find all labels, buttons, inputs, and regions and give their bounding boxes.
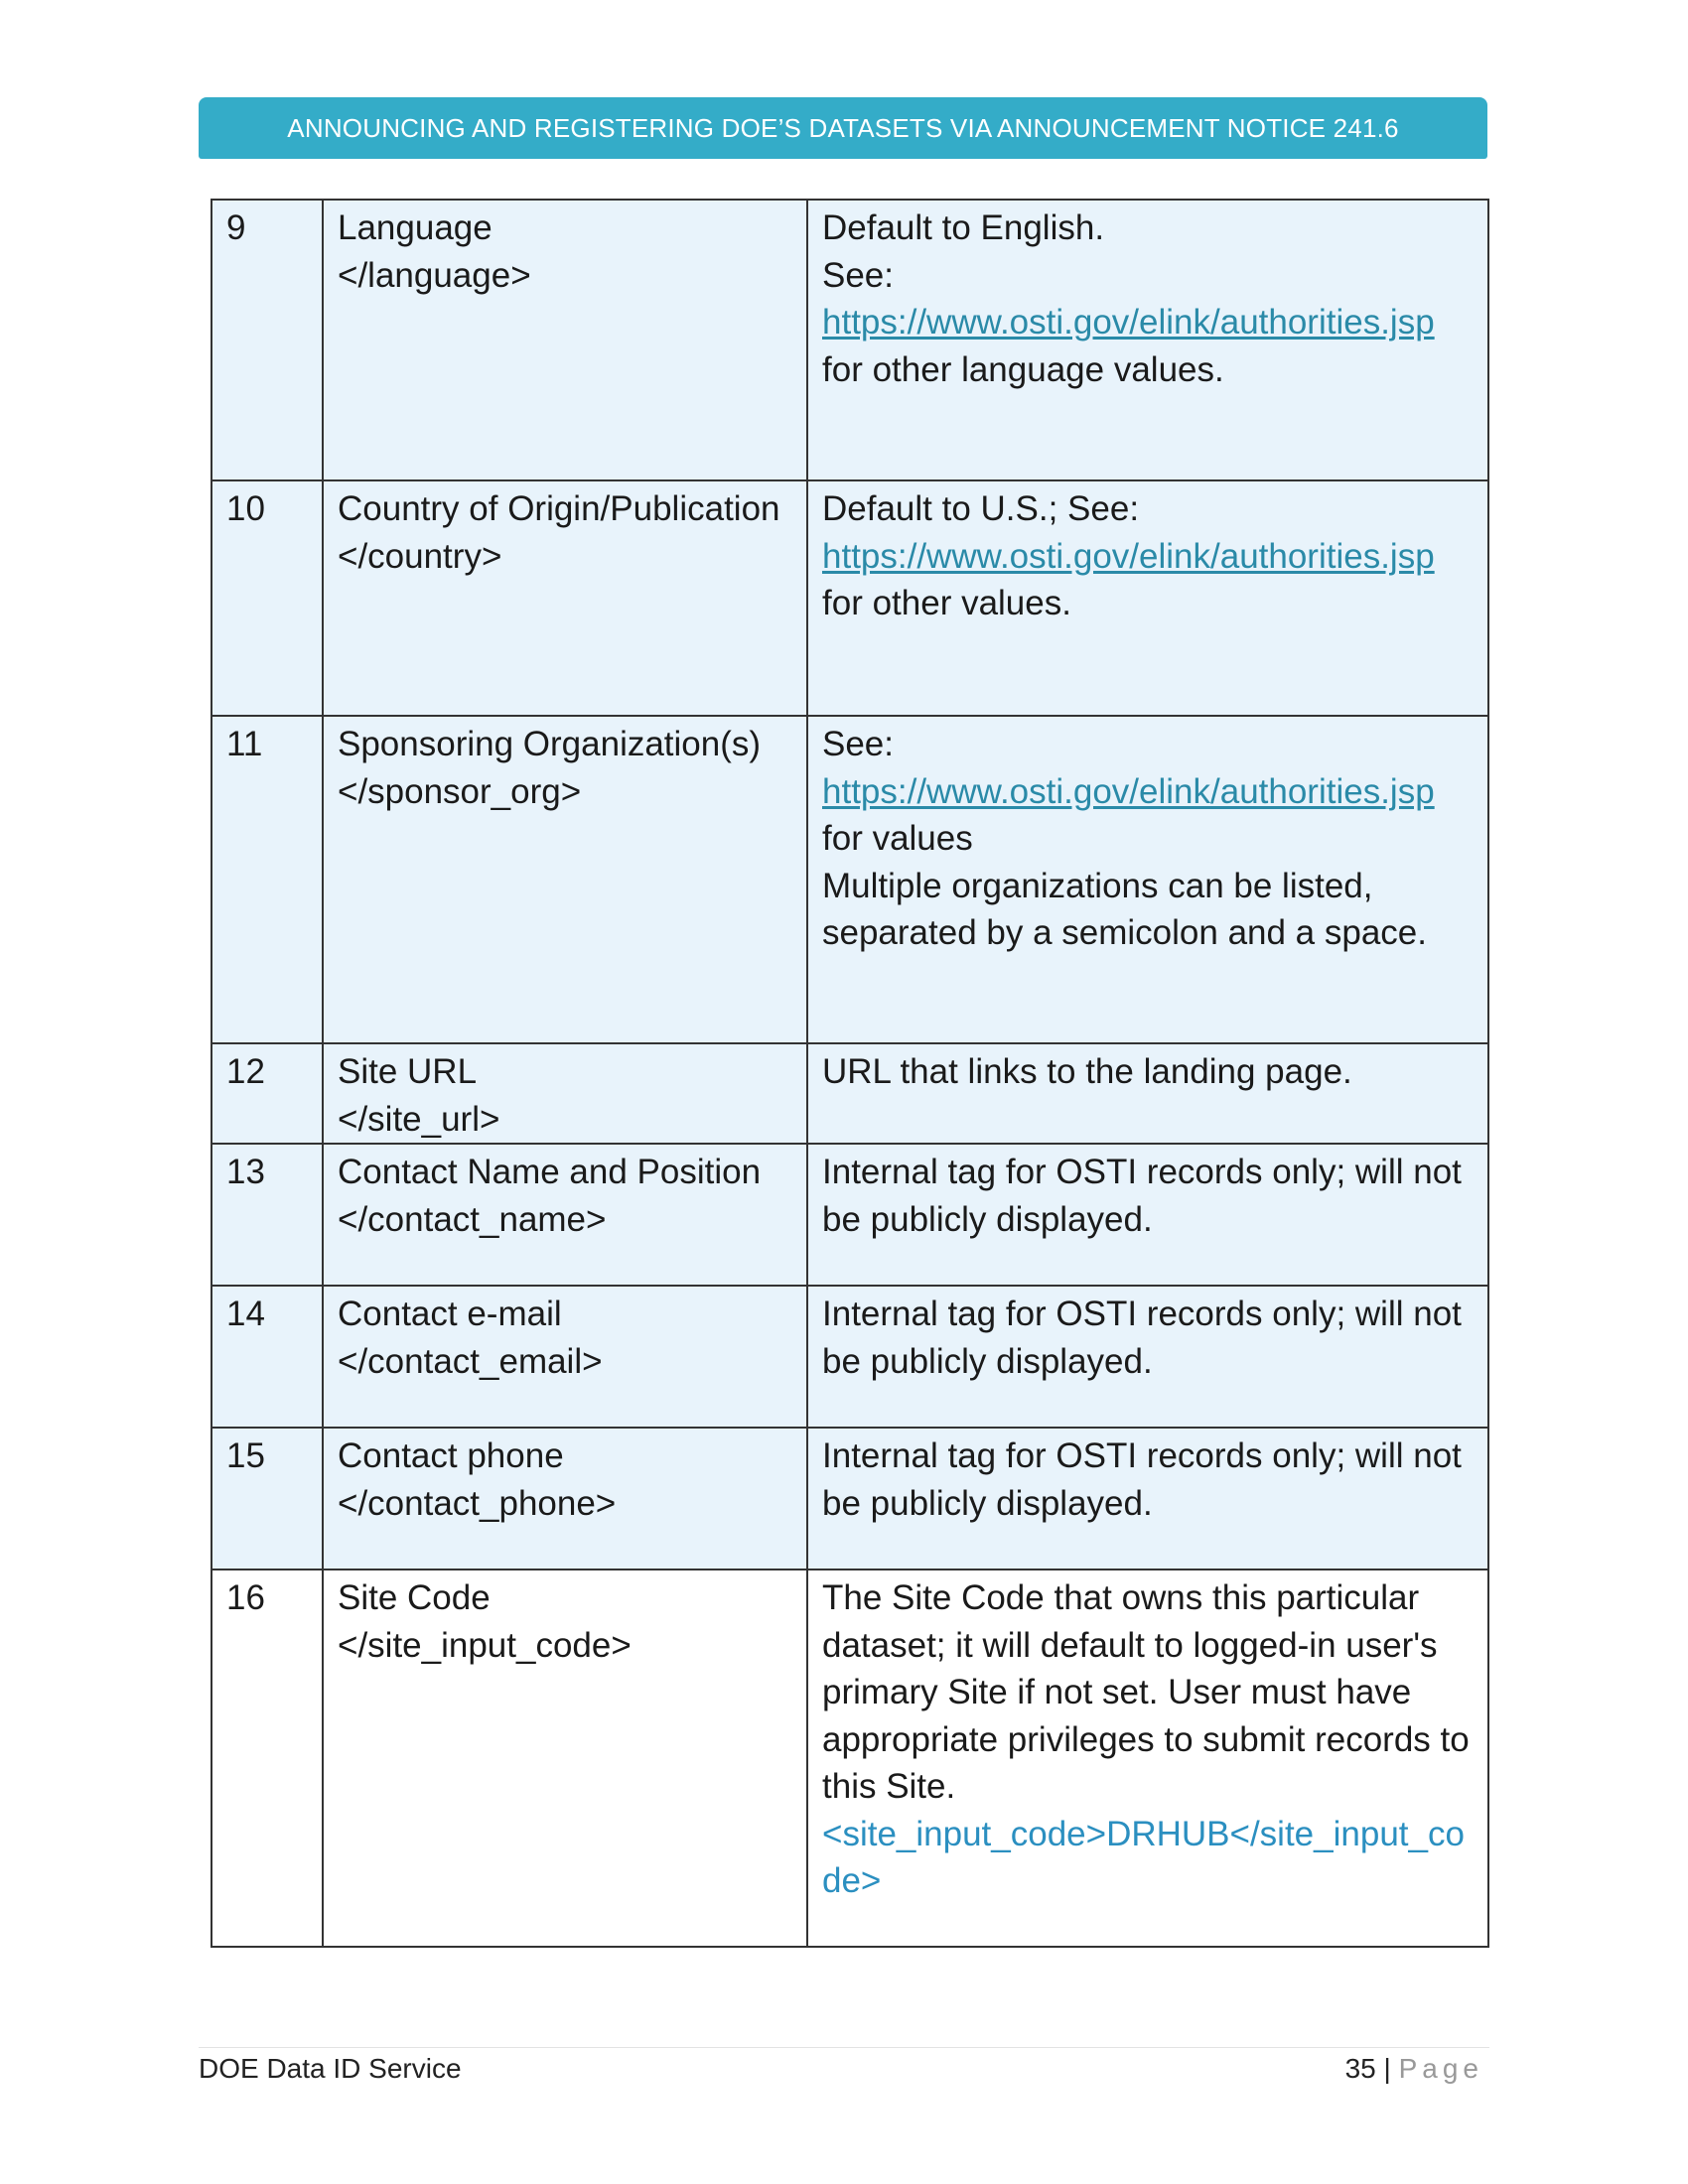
description-text: See: [822, 725, 894, 763]
field-tag: </sponsor_org> [338, 771, 582, 811]
field-description-cell [807, 200, 1488, 480]
table-row [211, 1428, 1488, 1570]
table-row [211, 1144, 1488, 1286]
row-number: 13 [211, 1144, 323, 1286]
row-number: 14 [211, 1286, 323, 1428]
table-row [211, 480, 1488, 716]
footer-divider [199, 2047, 1489, 2048]
field-name: Country of Origin/Publication [338, 489, 780, 528]
description-text: Internal tag for OSTI records only; will not be publicly displayed. [822, 1153, 1462, 1239]
description-text: for other language values. [822, 349, 1224, 389]
field-description-cell [807, 1043, 1488, 1144]
field-tag: </language> [338, 255, 531, 295]
description-text: for other values. [822, 584, 1071, 622]
field-tag: </site_url> [338, 1099, 500, 1139]
authorities-link[interactable]: https://www.osti.gov/elink/authorities.jsp [822, 771, 1435, 811]
field-tag: </country> [338, 536, 502, 576]
field-name: Sponsoring Organization(s) [338, 725, 762, 763]
row-number: 12 [211, 1043, 323, 1144]
table-row [211, 1570, 1488, 1947]
page-number: 35 [1344, 2053, 1376, 2084]
field-name: Site URL [338, 1052, 478, 1091]
description-text: for values [822, 819, 973, 858]
field-name-cell [323, 480, 807, 716]
field-name-cell [323, 1043, 807, 1144]
document-header-banner [199, 97, 1487, 159]
page-label: Page [1398, 2053, 1483, 2084]
description-text: URL that links to the landing page. [822, 1052, 1352, 1091]
row-number: 16 [211, 1570, 323, 1947]
field-tag: </site_input_code> [338, 1625, 632, 1665]
field-name-cell [323, 1144, 807, 1286]
field-name: Site Code [338, 1578, 491, 1617]
row-number: 9 [211, 200, 323, 480]
header-title: ANNOUNCING AND REGISTERING DOE’S DATASETS VIA ANNOUNCEMENT NOTICE 241.6 [287, 112, 1399, 143]
field-name-cell [323, 716, 807, 1043]
field-description-cell [807, 1144, 1488, 1286]
field-name-cell [323, 1428, 807, 1570]
table-row [211, 1043, 1488, 1144]
authorities-link[interactable]: https://www.osti.gov/elink/authorities.jsp [822, 536, 1435, 576]
field-description-cell [807, 1286, 1488, 1428]
field-description-cell [807, 716, 1488, 1043]
field-name: Contact phone [338, 1436, 564, 1475]
field-name-cell [323, 1570, 807, 1947]
field-name: Contact Name and Position [338, 1153, 762, 1191]
row-number: 15 [211, 1428, 323, 1570]
field-name: Language [338, 208, 492, 247]
table-row [211, 200, 1488, 480]
metadata-field-table [211, 199, 1489, 1948]
description-text: See: [822, 255, 894, 295]
description-text: Internal tag for OSTI records only; will not be publicly displayed. [822, 1436, 1462, 1523]
footer-service-name: DOE Data ID Service [199, 2053, 462, 2084]
field-name: Contact e-mail [338, 1295, 562, 1333]
description-text: Default to U.S.; See: [822, 489, 1140, 528]
description-text: Internal tag for OSTI records only; will not be publicly displayed. [822, 1295, 1462, 1381]
row-number: 11 [211, 716, 323, 1043]
authorities-link[interactable]: https://www.osti.gov/elink/authorities.jsp [822, 303, 1435, 341]
table-row [211, 1286, 1488, 1428]
row-number: 10 [211, 480, 323, 716]
table-row [211, 716, 1488, 1043]
field-description-cell [807, 1428, 1488, 1570]
description-text: Multiple organizations can be listed, separated by a semicolon and a space. [822, 866, 1427, 952]
field-name-cell [323, 1286, 807, 1428]
footer-page-number [1345, 2053, 1483, 2085]
description-text: Default to English. [822, 208, 1105, 247]
page-separator: | [1383, 2053, 1391, 2084]
field-tag: </contact_phone> [338, 1483, 617, 1523]
field-description-cell [807, 480, 1488, 716]
field-tag: </contact_email> [338, 1341, 603, 1381]
field-tag: </contact_name> [338, 1199, 607, 1239]
code-example: <site_input_code>DRHUB</site_input_code> [822, 1814, 1465, 1900]
field-name-cell [323, 200, 807, 480]
field-description-cell [807, 1570, 1488, 1947]
description-text: The Site Code that owns this particular dataset; it will default to logged-in user's primary Site if not set. User must have appropriate privileges to submit records to this Site. [822, 1578, 1470, 1806]
